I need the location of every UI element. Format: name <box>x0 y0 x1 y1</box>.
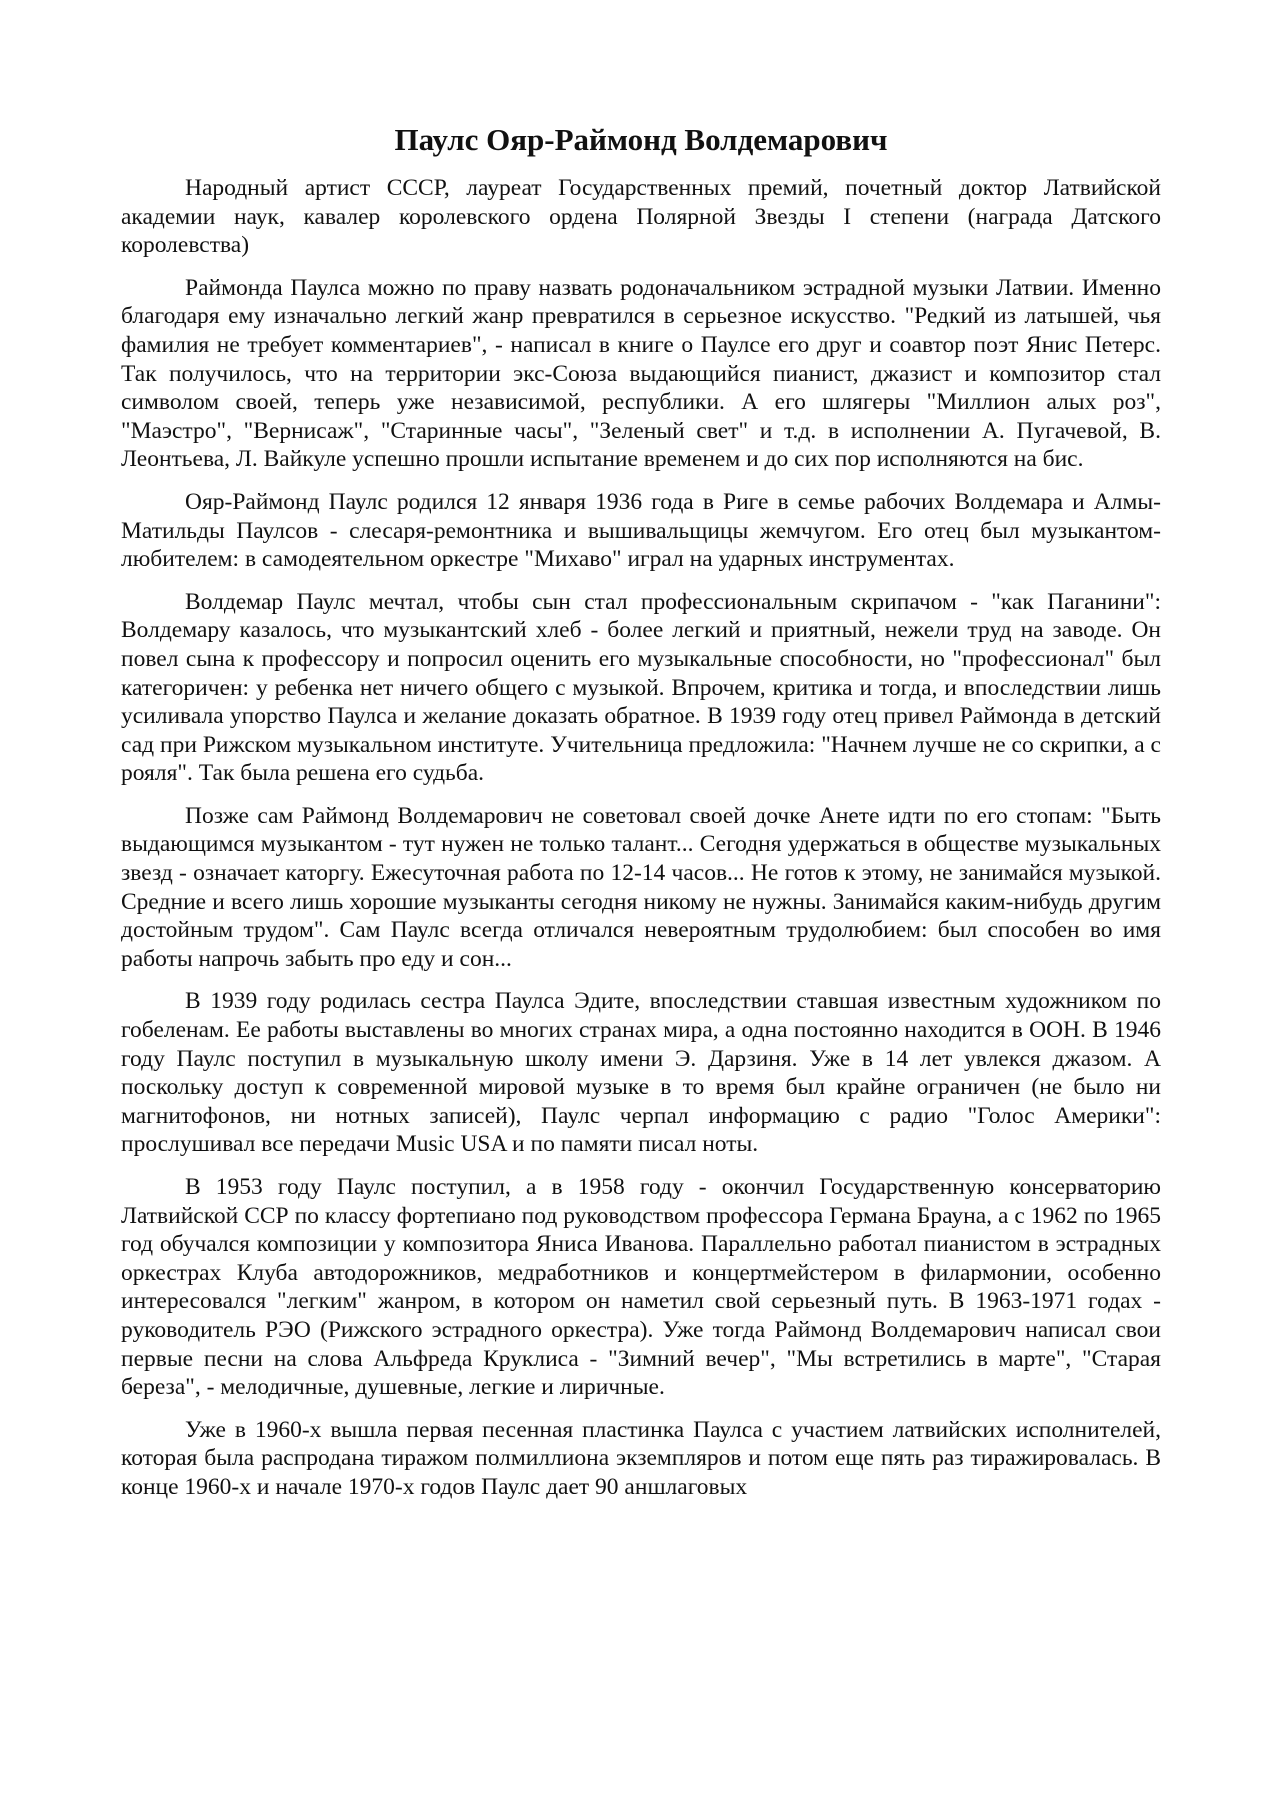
paragraph-3: Ояр-Раймонд Паулс родился 12 января 1936 года в Риге в семье рабочих Волдемара и Алмы-Матильды Паулсов - слесаря-ремонтника и вышивальщицы жемчугом. Его отец был музыкантом-любителем: в самодеятельном оркестре "Михаво" играл на ударных инструментах. <box>121 488 1161 573</box>
paragraph-1: Народный артист СССР, лауреат Государственных премий, почетный доктор Латвийской академии наук, кавалер королевского ордена Полярной Звезды I степени (награда Датского королевства) <box>121 175 1161 259</box>
paragraph-6: В 1939 году родилась сестра Паулса Эдите, впоследствии ставшая известным художником по гобеленам. Ее работы выставлены во многих странах мира, а одна постоянно находится в ООН. В 1946 году Паулс поступил в музыкальную школу имени Э. Дарзиня. Уже в 14 лет увлекся джазом. А поскольку доступ к современной мировой музыке в то время был крайне ограничен (не было ни магнитофонов, ни нотных записей), Паулс черпал информацию с радио "Голос Америки": прослушивал все передачи Music USA и по памяти писал ноты. <box>121 988 1161 1158</box>
paragraph-5: Позже сам Раймонд Волдемарович не советовал своей дочке Анете идти по его стопам: "Быть выдающимся музыкантом - тут нужен не только талант... Сегодня удержаться в обществе музыкальных звезд - означает каторгу. Ежесуточная работа по 12-14 часов... Не готов к этому, не занимайся музыкой. Средние и всего лишь хорошие музыканты сегодня никому не нужны. Занимайся каким-нибудь другим достойным трудом". Сам Паулс всегда отличался невероятным трудолюбием: был способен во имя работы напрочь забыть про еду и сон... <box>121 802 1161 972</box>
paragraph-2: Раймонда Паулса можно по праву назвать родоначальником эстрадной музыки Латвии. Именно благодаря ему изначально легкий жанр превратился в серьезное искусство. "Редкий из латышей, чья фамилия не требует комментариев", - написал в книге о Паулсе его друг и соавтор поэт Янис Петерс. Так получилось, что на территории экс-Союза выдающийся пианист, джазист и композитор стал символом своей, теперь уже независимой, республики. А его шлягеры "Миллион алых роз", "Маэстро", "Вернисаж", "Старинные часы", "Зеленый свет" и т.д. в исполнении А. Пугачевой, В. Леонтьева, Л. Вайкуле успешно прошли испытание временем и до сих пор исполняются на бис. <box>121 274 1161 473</box>
paragraph-4: Волдемар Паулс мечтал, чтобы сын стал профессиональным скрипачом - "как Паганини": Волдемару казалось, что музыкантский хлеб - более легкий и приятный, нежели труд на заводе. Он повел сына к профессору и попросил оценить его музыкальные способности, но "профессионал" был категоричен: у ребенка нет ничего общего с музыкой. Впрочем, критика и тогда, и впоследствии лишь усиливала упорство Паулса и желание доказать обратное. В 1939 году отец привел Раймонда в детский сад при Рижском музыкальном институте. Учительница предложила: "Начнем лучше не со скрипки, а с рояля". Так была решена его судьба. <box>121 588 1161 787</box>
paragraph-7: В 1953 году Паулс поступил, а в 1958 году - окончил Государственную консерваторию Латвийской ССР по классу фортепиано под руководством профессора Германа Брауна, а с 1962 по 1965 год обучался композиции у композитора Яниса Иванова. Параллельно работал пианистом в эстрадных оркестрах Клуба автодорожников, медработников и концертмейстером в филармонии, особенно интересовался "легким" жанром, в котором он наметил свой серьезный путь. В 1963-1971 годах - руководитель РЭО (Рижского эстрадного оркестра). Уже тогда Раймонд Волдемарович написал свои первые песни на слова Альфреда Круклиса - "Зимний вечер", "Мы встретились в марте", "Старая береза", - мелодичные, душевные, легкие и лиричные. <box>121 1174 1161 1401</box>
document-title: Паулс Ояр-Раймонд Волдемарович <box>394 122 888 157</box>
paragraph-8: Уже в 1960-х вышла первая песенная пластинка Паулса с участием латвийских исполнителей, которая была распродана тиражом полмиллиона экземпляров и потом еще пять раз тиражировалась. В конце 1960-х и начале 1970-х годов Паулс дает 90 аншлаговых <box>121 1416 1161 1500</box>
